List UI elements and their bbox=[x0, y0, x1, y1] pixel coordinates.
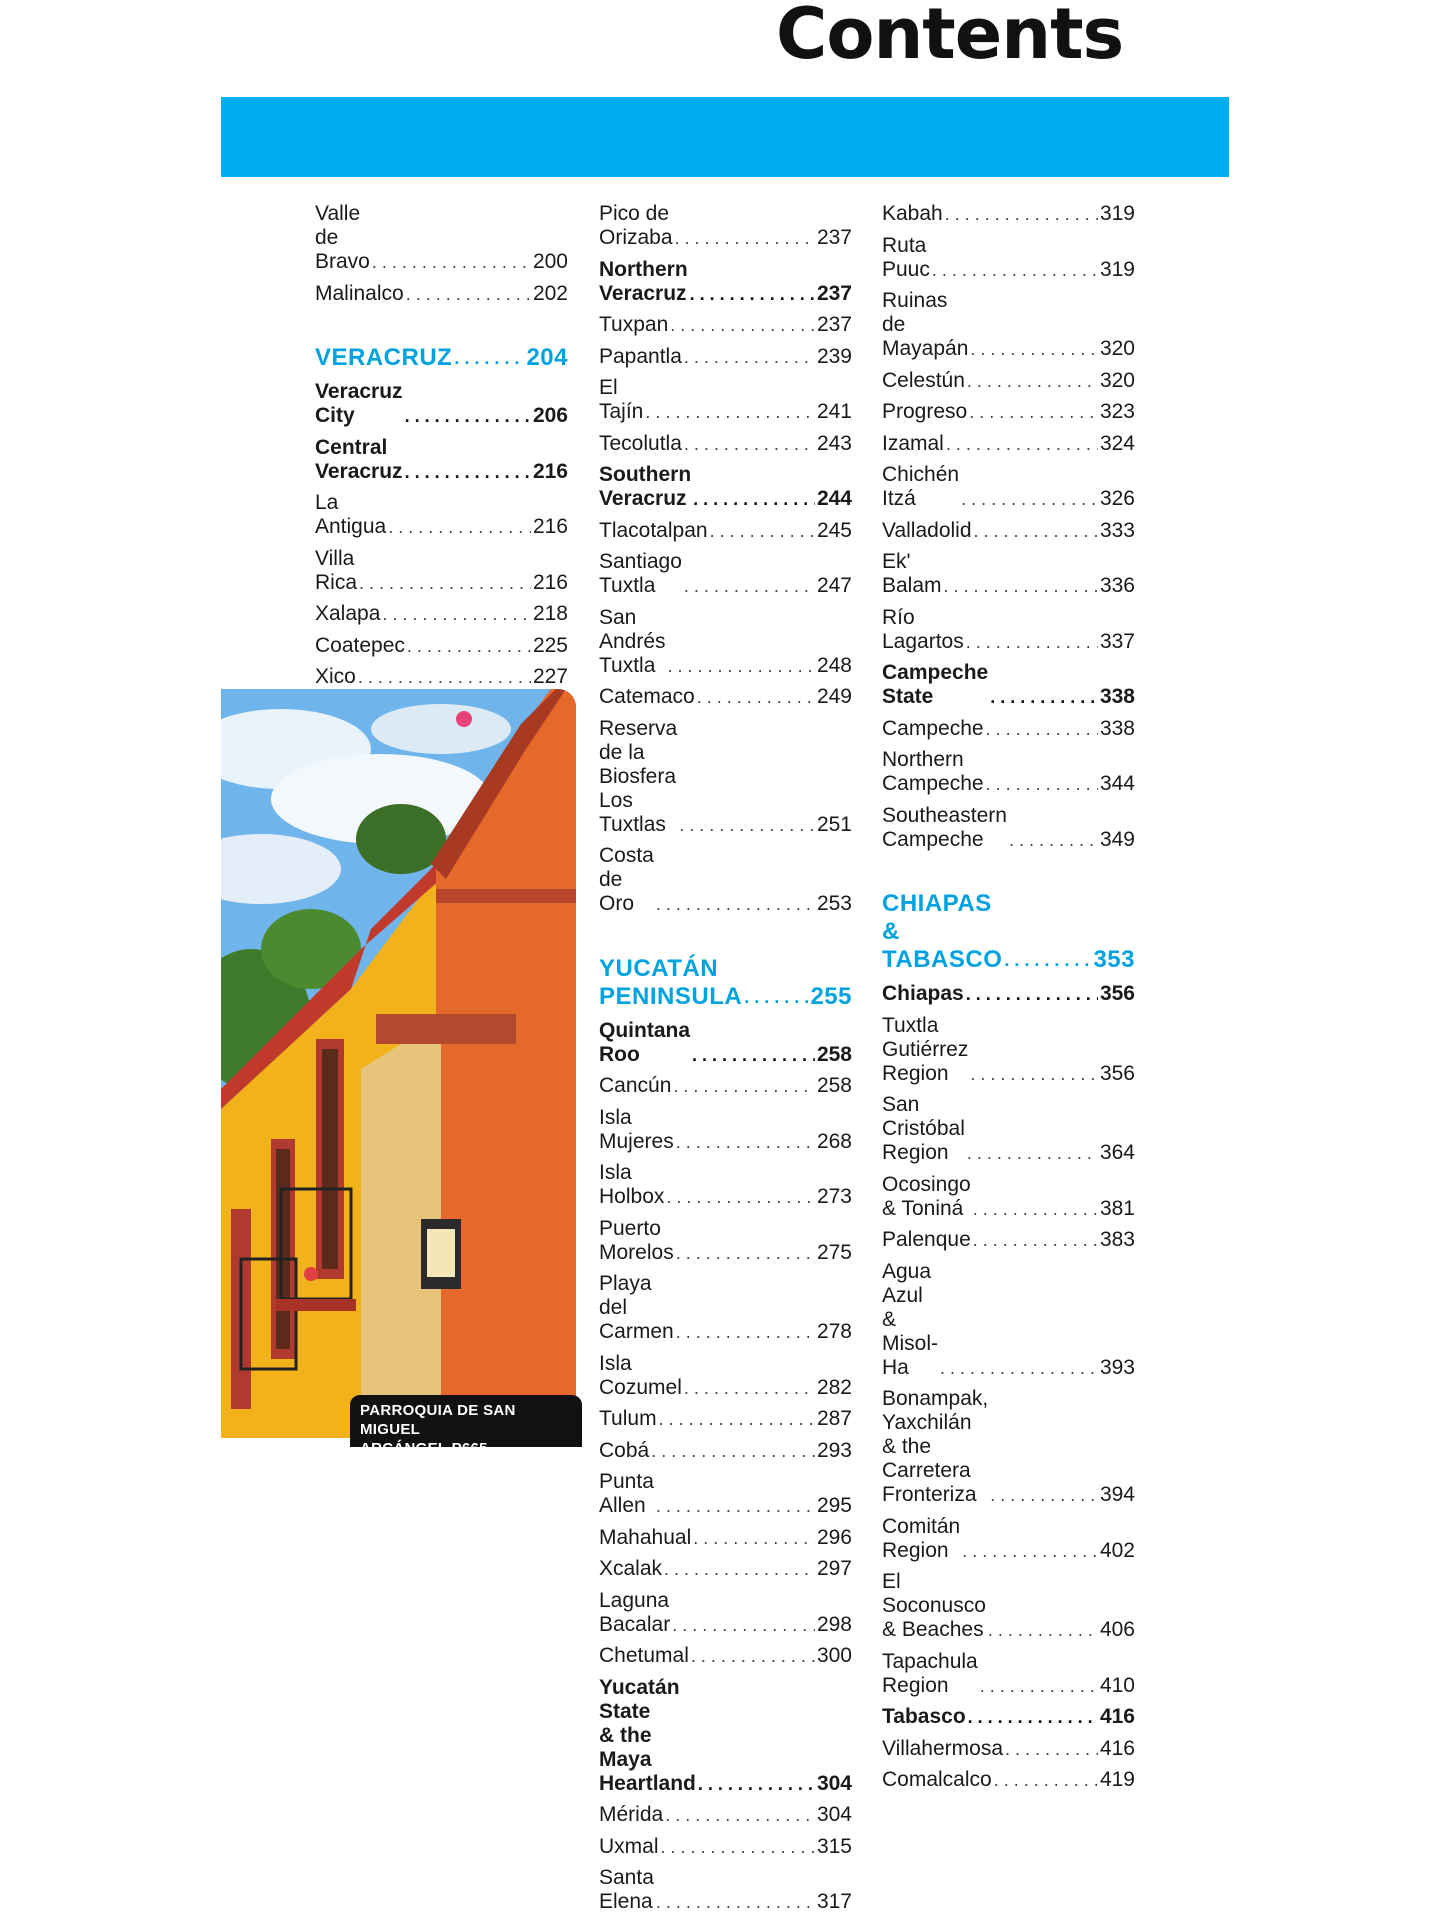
leader-dots bbox=[994, 1768, 1098, 1792]
toc-entry[interactable] bbox=[882, 978, 1135, 1010]
toc-page-number: 278 bbox=[816, 1320, 852, 1343]
leader-dots bbox=[966, 630, 1098, 654]
leader-dots bbox=[966, 982, 1098, 1006]
toc-page-number: 297 bbox=[816, 1557, 852, 1580]
leader-dots bbox=[967, 369, 1098, 393]
toc-entry[interactable] bbox=[599, 1102, 852, 1158]
toc-entry-title: Southeastern Campeche bbox=[882, 803, 1007, 851]
leader-dots bbox=[659, 1407, 815, 1431]
toc-entry[interactable] bbox=[882, 744, 1135, 800]
toc-entry-title: Progreso bbox=[882, 400, 968, 423]
toc-entry[interactable] bbox=[599, 198, 852, 254]
toc-entry-title: Costa de Oro bbox=[599, 844, 654, 915]
toc-entry[interactable] bbox=[882, 546, 1135, 602]
toc-page-number: 402 bbox=[1099, 1538, 1135, 1562]
toc-entry-title: Campeche bbox=[882, 716, 984, 740]
toc-entry-title: Chichén Itzá bbox=[882, 463, 960, 510]
toc-page-number: 268 bbox=[816, 1129, 852, 1153]
toc-entry[interactable] bbox=[599, 1585, 852, 1641]
toc-page-number: 249 bbox=[816, 685, 852, 708]
toc-page-number: 353 bbox=[1093, 946, 1135, 973]
toc-page-number: 282 bbox=[816, 1375, 852, 1399]
toc-page-number: 218 bbox=[532, 602, 568, 625]
toc-page-number: 333 bbox=[1099, 518, 1135, 542]
leader-dots bbox=[656, 892, 815, 916]
toc-entry-title: Valladolid bbox=[882, 518, 972, 542]
leader-dots bbox=[932, 258, 1098, 282]
toc-entry[interactable] bbox=[599, 428, 852, 460]
leader-dots bbox=[676, 1241, 815, 1265]
toc-page-number: 237 bbox=[816, 226, 852, 249]
toc-entry[interactable] bbox=[599, 713, 852, 841]
toc-entry[interactable] bbox=[882, 1701, 1135, 1733]
toc-entry-title: Laguna Bacalar bbox=[599, 1588, 671, 1636]
section-spacer bbox=[599, 920, 852, 951]
toc-entry-title: Pico de Orizaba bbox=[599, 202, 673, 249]
toc-page-number: 296 bbox=[816, 1525, 852, 1549]
toc-entry[interactable] bbox=[599, 254, 852, 310]
leader-dots bbox=[665, 1803, 815, 1827]
toc-page-number: 216 bbox=[532, 459, 568, 483]
toc-entry-title: Quintana Roo bbox=[599, 1018, 691, 1066]
toc-entry-title: Bonampak, Yaxchilán & the Carretera Fronteriza bbox=[882, 1387, 989, 1506]
leader-dots bbox=[673, 1074, 815, 1098]
leader-dots bbox=[944, 574, 1098, 598]
toc-entry-title: Coatepec bbox=[315, 633, 405, 657]
toc-entry-title: Santa Elena bbox=[599, 1866, 654, 1913]
toc-page-number: 416 bbox=[1099, 1736, 1135, 1760]
toc-page-number: 295 bbox=[816, 1494, 852, 1517]
leader-dots bbox=[1004, 946, 1091, 974]
toc-entry-title: Ocosingo & Toniná bbox=[882, 1172, 971, 1220]
toc-page-number: 319 bbox=[1099, 202, 1135, 225]
toc-entry[interactable] bbox=[599, 372, 852, 428]
toc-entry[interactable] bbox=[882, 198, 1135, 230]
toc-entry-title: Isla Cozumel bbox=[599, 1351, 682, 1399]
toc-entry-title: Veracruz City bbox=[315, 380, 403, 427]
leader-dots bbox=[382, 602, 531, 626]
toc-entry[interactable] bbox=[882, 1733, 1135, 1765]
toc-entry-title: Central Veracruz bbox=[315, 435, 403, 483]
toc-page-number: 315 bbox=[816, 1834, 852, 1858]
toc-page-number: 275 bbox=[816, 1240, 852, 1264]
toc-entry-title: YUCATÁN PENINSULA bbox=[599, 954, 743, 1010]
toc-entry[interactable] bbox=[599, 515, 852, 547]
toc-entry[interactable] bbox=[882, 657, 1135, 713]
toc-entry[interactable] bbox=[882, 1089, 1135, 1169]
section-spacer bbox=[882, 855, 1135, 886]
toc-entry[interactable] bbox=[599, 1799, 852, 1831]
leader-dots bbox=[661, 1835, 815, 1859]
toc-page-number: 320 bbox=[1099, 337, 1135, 360]
toc-page-number: 337 bbox=[1099, 629, 1135, 653]
leader-dots bbox=[692, 1043, 815, 1067]
toc-entry[interactable] bbox=[599, 1213, 852, 1269]
leader-dots bbox=[697, 685, 815, 709]
toc-entry[interactable] bbox=[882, 285, 1135, 365]
toc-entry-title: Tlacotalpan bbox=[599, 518, 708, 542]
leader-dots bbox=[679, 813, 815, 837]
toc-page-number: 216 bbox=[532, 570, 568, 594]
leader-dots bbox=[693, 1526, 815, 1550]
toc-page-number: 383 bbox=[1099, 1228, 1135, 1251]
leader-dots bbox=[962, 1539, 1098, 1563]
leader-dots bbox=[986, 717, 1098, 741]
leader-dots bbox=[454, 344, 524, 372]
toc-entry-title: Ruta Puuc bbox=[882, 233, 930, 281]
leader-dots bbox=[668, 654, 815, 678]
toc-page-number: 304 bbox=[816, 1803, 852, 1826]
toc-entry-title: Xcalak bbox=[599, 1557, 663, 1580]
toc-entry-title: Chiapas bbox=[882, 982, 964, 1005]
toc-entry[interactable] bbox=[882, 1224, 1135, 1256]
toc-page-number: 410 bbox=[1099, 1673, 1135, 1697]
leader-dots bbox=[693, 487, 815, 511]
toc-entry[interactable] bbox=[882, 459, 1135, 515]
toc-page-number: 273 bbox=[816, 1185, 852, 1208]
toc-entry[interactable] bbox=[315, 376, 568, 432]
toc-entry-title: Northern Veracruz bbox=[599, 257, 688, 305]
section-spacer bbox=[315, 309, 568, 340]
leader-dots bbox=[970, 337, 1098, 361]
toc-page-number: 336 bbox=[1099, 574, 1135, 597]
toc-entry[interactable] bbox=[882, 428, 1135, 460]
leader-dots bbox=[684, 432, 815, 456]
page-title: Contents bbox=[776, 0, 1124, 75]
toc-page-number: 216 bbox=[532, 515, 568, 538]
toc-entry[interactable] bbox=[599, 1553, 852, 1585]
toc-section-heading[interactable] bbox=[599, 951, 852, 1015]
toc-page-number: 323 bbox=[1099, 400, 1135, 423]
toc-entry[interactable] bbox=[315, 630, 568, 662]
toc-page-number: 300 bbox=[816, 1644, 852, 1667]
toc-entry[interactable] bbox=[882, 1256, 1135, 1384]
toc-entry[interactable] bbox=[599, 459, 852, 515]
toc-entry[interactable] bbox=[599, 1070, 852, 1102]
leader-dots bbox=[358, 665, 531, 689]
toc-page-number: 237 bbox=[816, 313, 852, 336]
leader-dots bbox=[970, 1062, 1098, 1086]
leader-dots bbox=[946, 432, 1098, 456]
toc-page-number: 202 bbox=[532, 281, 568, 305]
leader-dots bbox=[407, 634, 531, 658]
leader-dots bbox=[698, 1772, 815, 1796]
toc-page-number: 394 bbox=[1099, 1483, 1135, 1506]
toc-entry-title: Tecolutla bbox=[599, 431, 682, 455]
toc-page-number: 317 bbox=[816, 1890, 852, 1913]
leader-dots bbox=[990, 685, 1098, 709]
toc-entry-title: Southern Veracruz bbox=[599, 463, 692, 510]
toc-entry-title: Chetumal bbox=[599, 1644, 689, 1667]
toc-entry[interactable] bbox=[599, 681, 852, 713]
leader-dots bbox=[676, 1320, 815, 1344]
toc-entry[interactable] bbox=[599, 1862, 852, 1918]
toc-entry[interactable] bbox=[882, 800, 1135, 856]
toc-page-number: 225 bbox=[532, 633, 568, 657]
toc-page-number: 241 bbox=[816, 400, 852, 423]
toc-entry[interactable] bbox=[882, 396, 1135, 428]
toc-entry-title: Tapachula Region bbox=[882, 1649, 978, 1697]
toc-entry-title: Comalcalco bbox=[882, 1768, 992, 1791]
toc-page-number: 258 bbox=[816, 1074, 852, 1097]
toc-page-number: 349 bbox=[1099, 827, 1135, 851]
toc-entry-title: El Soconusco & Beaches bbox=[882, 1570, 986, 1641]
toc-entry-title: VERACRUZ bbox=[315, 344, 453, 371]
toc-entry-title: Cancún bbox=[599, 1074, 672, 1097]
toc-page-number: 344 bbox=[1099, 772, 1135, 795]
leader-dots bbox=[969, 400, 1098, 424]
toc-entry-title: Tabasco bbox=[882, 1705, 966, 1728]
leader-dots bbox=[372, 250, 531, 274]
toc-entry[interactable] bbox=[315, 487, 568, 543]
toc-page-number: 253 bbox=[816, 892, 852, 915]
leader-dots bbox=[710, 519, 815, 543]
leader-dots bbox=[988, 1618, 1098, 1642]
toc-entry[interactable] bbox=[882, 602, 1135, 658]
toc-page-number: 419 bbox=[1099, 1768, 1135, 1791]
leader-dots bbox=[684, 345, 815, 369]
toc-page-number: 248 bbox=[816, 653, 852, 677]
leader-dots bbox=[675, 226, 815, 250]
leader-dots bbox=[1005, 1737, 1098, 1761]
toc-entry[interactable] bbox=[882, 1764, 1135, 1796]
toc-entry-title: Río Lagartos bbox=[882, 605, 964, 653]
toc-entry-title: Tulum bbox=[599, 1407, 657, 1430]
toc-entry-title: Cobá bbox=[599, 1438, 650, 1462]
toc-entry-title: Tuxtla Gutiérrez Region bbox=[882, 1013, 969, 1085]
toc-page-number: 393 bbox=[1099, 1355, 1135, 1379]
toc-page-number: 381 bbox=[1099, 1196, 1135, 1220]
leader-dots bbox=[388, 515, 531, 539]
leader-dots bbox=[990, 1483, 1098, 1507]
toc-entry[interactable] bbox=[599, 840, 852, 920]
toc-page-number: 293 bbox=[816, 1438, 852, 1462]
leader-dots bbox=[672, 1613, 815, 1637]
toc-entry-title: Mahahual bbox=[599, 1525, 692, 1549]
toc-entry-title: Agua Azul & Misol-Ha bbox=[882, 1259, 938, 1379]
toc-entry-title: Punta Allen bbox=[599, 1470, 654, 1517]
toc-entry-title: San Andrés Tuxtla bbox=[599, 605, 666, 677]
leader-dots bbox=[656, 1494, 815, 1518]
toc-entry-title: Valle de Bravo bbox=[315, 202, 370, 273]
toc-entry[interactable] bbox=[599, 341, 852, 373]
toc-page-number: 243 bbox=[816, 431, 852, 455]
toc-entry-title: Malinalco bbox=[315, 281, 404, 305]
toc-entry-title: Papantla bbox=[599, 344, 682, 368]
leader-dots bbox=[940, 1356, 1098, 1380]
photo-caption-text: PARROQUIA DE SAN MIGUEL ARCÁNGEL P665 bbox=[360, 1402, 516, 1457]
toc-entry[interactable] bbox=[882, 1646, 1135, 1702]
toc-entry[interactable] bbox=[315, 598, 568, 630]
toc-page-number: 326 bbox=[1099, 487, 1135, 510]
toc-section-heading[interactable] bbox=[882, 886, 1135, 978]
toc-entry-title: Ruinas de Mayapán bbox=[882, 289, 969, 360]
toc-page-number: 324 bbox=[1099, 431, 1135, 455]
toc-entry[interactable] bbox=[882, 1169, 1135, 1225]
toc-entry[interactable] bbox=[599, 1348, 852, 1404]
toc-page-number: 338 bbox=[1099, 716, 1135, 740]
toc-page-number: 406 bbox=[1099, 1618, 1135, 1641]
toc-entry-title: Xico bbox=[315, 665, 356, 688]
toc-entry-title: Comitán Region bbox=[882, 1514, 961, 1562]
leader-dots bbox=[359, 571, 531, 595]
toc-entry[interactable] bbox=[315, 432, 568, 488]
toc-page-number: 245 bbox=[816, 518, 852, 542]
toc-entry[interactable] bbox=[599, 546, 852, 602]
toc-entry-title: Villahermosa bbox=[882, 1736, 1004, 1760]
contents-column-3 bbox=[882, 198, 1135, 1796]
leader-dots bbox=[974, 519, 1098, 543]
toc-entry-title: Northern Campeche bbox=[882, 748, 984, 795]
toc-entry-title: Villa Rica bbox=[315, 546, 358, 594]
toc-entry[interactable] bbox=[882, 1566, 1135, 1646]
leader-dots bbox=[405, 460, 531, 484]
contents-column-2 bbox=[599, 198, 852, 1918]
toc-entry-title: Kabah bbox=[882, 202, 943, 225]
toc-entry-title: Reserva de la Biosfera Los Tuxtlas bbox=[599, 716, 678, 836]
leader-dots bbox=[967, 1141, 1098, 1165]
toc-page-number: 304 bbox=[816, 1771, 852, 1795]
toc-entry-title: San Cristóbal Region bbox=[882, 1093, 965, 1164]
leader-dots bbox=[945, 202, 1098, 226]
toc-entry-title: Xalapa bbox=[315, 602, 381, 625]
toc-entry[interactable] bbox=[882, 365, 1135, 397]
toc-page-number: 356 bbox=[1099, 982, 1135, 1005]
leader-dots bbox=[405, 404, 531, 428]
toc-entry[interactable] bbox=[599, 1672, 852, 1800]
toc-page-number: 258 bbox=[816, 1042, 852, 1066]
leader-dots bbox=[980, 1674, 1098, 1698]
leader-dots bbox=[664, 1557, 815, 1581]
toc-entry-title: Tuxpan bbox=[599, 313, 669, 336]
leader-dots bbox=[986, 772, 1098, 796]
toc-page-number: 364 bbox=[1099, 1141, 1135, 1164]
toc-page-number: 319 bbox=[1099, 257, 1135, 281]
toc-entry-title: Puerto Morelos bbox=[599, 1216, 674, 1264]
toc-page-number: 239 bbox=[816, 344, 852, 368]
toc-page-number: 356 bbox=[1099, 1061, 1135, 1085]
toc-entry-title: Isla Holbox bbox=[599, 1161, 665, 1208]
toc-entry-title: Playa del Carmen bbox=[599, 1272, 674, 1343]
toc-entry-title: Ek' Balam bbox=[882, 550, 942, 597]
leader-dots bbox=[406, 282, 531, 306]
toc-entry[interactable] bbox=[882, 1511, 1135, 1567]
toc-entry-title: El Tajín bbox=[599, 376, 644, 423]
toc-page-number: 206 bbox=[532, 404, 568, 427]
toc-page-number: 320 bbox=[1099, 368, 1135, 392]
leader-dots bbox=[656, 1890, 815, 1914]
leader-dots bbox=[973, 1197, 1098, 1221]
toc-page-number: 204 bbox=[526, 344, 568, 371]
toc-entry[interactable] bbox=[882, 1383, 1135, 1511]
toc-entry[interactable] bbox=[882, 713, 1135, 745]
toc-entry[interactable] bbox=[882, 230, 1135, 286]
toc-entry-title: Catemaco bbox=[599, 685, 695, 708]
toc-entry[interactable] bbox=[599, 1522, 852, 1554]
toc-entry[interactable] bbox=[599, 1435, 852, 1467]
leader-dots bbox=[684, 1376, 815, 1400]
toc-page-number: 247 bbox=[816, 574, 852, 597]
leader-dots bbox=[1009, 828, 1098, 852]
toc-page-number: 287 bbox=[816, 1407, 852, 1430]
toc-entry-title: Santiago Tuxtla bbox=[599, 550, 682, 597]
leader-dots bbox=[676, 1130, 815, 1154]
photo-caption bbox=[350, 1395, 582, 1457]
toc-entry-title: Campeche State bbox=[882, 661, 989, 708]
toc-entry[interactable] bbox=[599, 1015, 852, 1071]
toc-entry-title: Celestún bbox=[882, 368, 965, 392]
toc-entry[interactable] bbox=[599, 1466, 852, 1522]
leader-dots bbox=[690, 282, 815, 306]
toc-entry[interactable] bbox=[315, 278, 568, 310]
toc-section-heading[interactable] bbox=[315, 340, 568, 376]
toc-entry-title: CHIAPAS & TABASCO bbox=[882, 890, 1003, 973]
leader-dots bbox=[968, 1705, 1098, 1729]
toc-entry[interactable] bbox=[599, 1157, 852, 1213]
toc-entry[interactable] bbox=[599, 1831, 852, 1863]
toc-page-number: 237 bbox=[816, 281, 852, 305]
toc-entry[interactable] bbox=[599, 309, 852, 341]
leader-dots bbox=[961, 487, 1098, 511]
toc-page-number: 251 bbox=[816, 812, 852, 836]
leader-dots bbox=[666, 1185, 815, 1209]
leader-dots bbox=[691, 1644, 815, 1668]
toc-page-number: 227 bbox=[532, 665, 568, 688]
leader-dots bbox=[973, 1228, 1098, 1252]
toc-page-number: 200 bbox=[532, 250, 568, 273]
cover-photo-parroquia bbox=[221, 689, 576, 1438]
toc-page-number: 298 bbox=[816, 1612, 852, 1636]
toc-entry[interactable] bbox=[599, 1268, 852, 1348]
toc-entry-title: Isla Mujeres bbox=[599, 1105, 674, 1153]
leader-dots bbox=[744, 983, 808, 1011]
leader-dots bbox=[645, 400, 815, 424]
toc-entry[interactable] bbox=[599, 1403, 852, 1435]
toc-entry-title: La Antigua bbox=[315, 491, 387, 538]
toc-page-number: 338 bbox=[1099, 685, 1135, 708]
toc-entry-title: Palenque bbox=[882, 1228, 971, 1251]
toc-entry[interactable] bbox=[315, 661, 568, 693]
building-illustration bbox=[221, 689, 576, 1438]
toc-entry-title: Yucatán State & the Maya Heartland bbox=[599, 1675, 696, 1795]
leader-dots bbox=[651, 1439, 815, 1463]
leader-dots bbox=[684, 574, 815, 598]
toc-entry[interactable] bbox=[882, 1010, 1135, 1090]
toc-entry[interactable] bbox=[315, 543, 568, 599]
toc-entry-title: Uxmal bbox=[599, 1834, 659, 1858]
toc-page-number: 255 bbox=[810, 982, 852, 1010]
header-color-band bbox=[221, 97, 1229, 177]
toc-entry[interactable] bbox=[599, 602, 852, 682]
toc-entry[interactable] bbox=[882, 515, 1135, 547]
toc-entry[interactable] bbox=[315, 198, 568, 278]
toc-entry[interactable] bbox=[599, 1640, 852, 1672]
leader-dots bbox=[670, 313, 815, 337]
toc-page-number: 244 bbox=[816, 487, 852, 510]
toc-entry-title: Mérida bbox=[599, 1803, 664, 1826]
toc-page-number: 416 bbox=[1099, 1705, 1135, 1728]
toc-entry-title: Izamal bbox=[882, 431, 944, 455]
